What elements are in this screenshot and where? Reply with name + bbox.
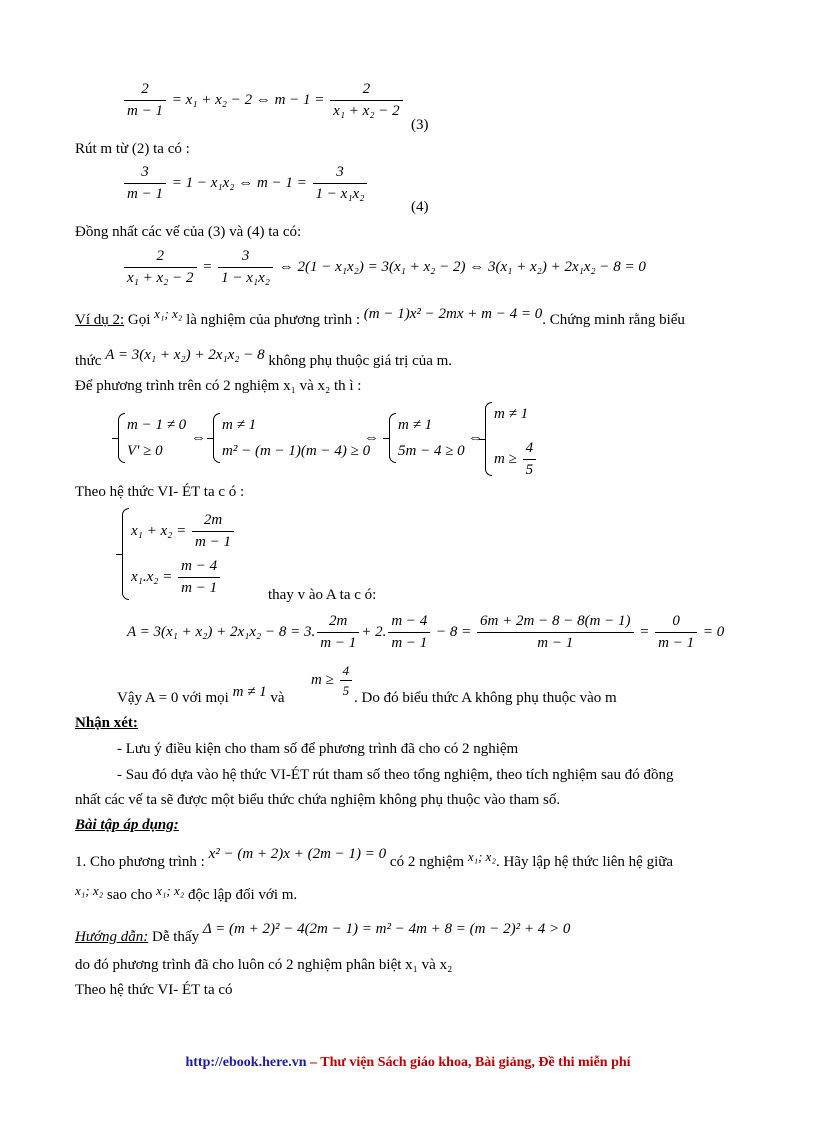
hint-label: Hướng dẫn:: [75, 929, 149, 945]
remark-item-1: - Lưu ý điều kiện cho tham số để phương trình đã cho có 2 nghiệm: [117, 741, 519, 757]
exercise-title: Bài tập áp dụng:: [75, 817, 179, 833]
document-page: $\frac{2}{m - 1}$ = x₁ + x₂ − 2 ⇔ m − 1 = $\frac{2}{\text{x₁ + x₂ − 2}}$ (3) Rút m từ (2) ta có : $\frac{3}{m - 1}$ = 1 − x₁x₂ ⇔ m − 1 = $\frac{3}{\text{1 − x₁x₂}}$ (4) Đồng nhất các vế của (3) và (4) ta có: $\frac{2}{\text{x₁ + x₂ − 2}}$ = $\frac{3}{\text{1 − x₁x₂}}$ ⇔ 2(1 − x₁x₂) = 3(x₁ + x₂ − 2) ⇔ 3(x₁ + x₂) + 2x₁x₂ − 8 = 0 Ví dụ 2: Gọi x₁; x₂ là nghiệm của phương trình : (m − 1)x² − 2mx + m − 4 = 0. Chứng minh rằng biểu thức A = 3(x₁ + x₂) + 2x₁x₂ − 8 không phụ thuộc giá trị của m. Để phương trình trên có 2 nghiệm x₁ và x₂ th ì : m − 1 ≠ 0 V' ≥ 0 ⇔ m ≠ 1 m² − (m − 1)(m − 4) ≥ 0 ⇔ m ≠ 1 5m − 4 ≥ 0 ⇔ m ≠ 1 m ≥ $\frac{4}{5}$ Theo hệ thức VI- ÉT ta c ó : x₁ + x₂ = $\frac{2m}{m - 1}$ x₁.x₂ = $\frac{m - 4}{m - 1}$ thay v ào A ta c ó: A = 3(x₁ + x₂) + 2x₁x₂ − 8 = 3. $\frac{2m}{m - 1}$ + 2. $\frac{m - 4}{m - 1}$ − 8 = $\frac{6m + 2m - 8 - 8(m - 1)}{m - 1}$ = $\frac{0}{m - 1}$ = 0 Vậy A = 0 với mọi m ≠ 1 và m ≥ $\frac{4}{5}$ . Do đó biểu thức A không phụ thuộc vào m Nhận xét: - Lưu ý điều kiện cho tham số để phương trình đã cho có 2 nghiệm - Sau đó dựa vào hệ thức VI-ÉT rút tham số theo tổng nghiệm, theo tích nghiệm sau đó đồng nhất các vế ta sẽ được một biểu thức chứa nghiệm không phụ thuộc vào tham số. Bài tập áp dụng: 1. Cho phương trình : x² − (m + 2)x + (2m − 1) = 0 có 2 nghiệm x₁; x₂. Hãy lập hệ thức liên hệ giữa x₁; x₂ sao cho x₁; x₂ độc lập đối với m. Hướng dẫn: Dễ thấy Δ = (m + 2)² − 4(2m − 1) = m² − 4m + 8 = (m − 2)² + 4 > 0 do đó phương trình đã cho luôn có 2 nghiệm phân biệt x₁ và x₂ Theo hệ thức VI- ÉT ta có http://ebook.here.vn – Thư viện Sách giáo khoa, Bài giảng, Đề thi miễn phí: [0, 0, 816, 1123]
hint-line3: Theo hệ thức VI- ÉT ta có: [75, 982, 233, 998]
conclusion-condition: m ≥ $\frac{4}{5}$: [311, 664, 354, 697]
equation-A: A = 3(x₁ + x₂) + 2x₁x₂ − 8 = 3. $\frac{2m}{m - 1}$ + 2. $\frac{m - 4}{m - 1}$ − 8 = $\frac{6m + 2m - 8 - 8(m - 1)}{m - 1}$ = $\frac{0}{m - 1}$ = 0: [127, 613, 725, 651]
remark-item-2b: nhất các vế ta sẽ được một biểu thức chứa nghiệm không phụ thuộc vào tham số.: [75, 792, 561, 808]
equation-4-tag: (4): [411, 199, 429, 215]
text-rut-m: Rút m từ (2) ta có :: [75, 141, 190, 157]
example-2-line2: thức A = 3(x₁ + x₂) + 2x₁x₂ − 8 không phụ thuộc giá trị của m.: [75, 347, 453, 369]
remark-item-2a: - Sau đó dựa vào hệ thức VI-ÉT rút tham số theo tổng nghiệm, theo tích nghiệm sau đó đồng: [117, 767, 674, 783]
text-viet-1: Theo hệ thức VI- ÉT ta c ó :: [75, 484, 245, 500]
hint-line1: Hướng dẫn: Dễ thấy Δ = (m + 2)² − 4(2m − 1) = m² − 4m + 8 = (m − 2)² + 4 > 0: [75, 921, 571, 945]
equation-3-tag: (3): [411, 117, 429, 133]
equation-3: $\frac{2}{m - 1}$ = x₁ + x₂ − 2 ⇔ m − 1 = $\frac{2}{\text{x₁ + x₂ − 2}}$: [122, 82, 405, 119]
example-2-line1: Ví dụ 2: Gọi x₁; x₂ là nghiệm của phương trình : (m − 1)x² − 2mx + m − 4 = 0. Chứng minh rằng biểu: [75, 306, 685, 328]
hint-line2: do đó phương trình đã cho luôn có 2 nghiệm phân biệt x₁ và x₂: [75, 957, 453, 973]
exercise-1-line1: 1. Cho phương trình : x² − (m + 2)x + (2m − 1) = 0 có 2 nghiệm x₁; x₂. Hãy lập hệ thức liên hệ giữa: [75, 846, 674, 870]
footer-link[interactable]: http://ebook.here.vn: [185, 1055, 307, 1070]
example-2-label: Ví dụ 2:: [75, 312, 125, 328]
page-footer: [0, 1055, 816, 1071]
remark-title: Nhận xét:: [75, 715, 138, 731]
equation-combined: $\frac{2}{\text{x₁ + x₂ − 2}}$ = $\frac{3}{\text{1 − x₁x₂}}$ ⇔ 2(1 − x₁x₂) = 3(x₁ + x₂ − 2) ⇔ 3(x₁ + x₂) + 2x₁x₂ − 8 = 0: [122, 249, 646, 286]
conclusion-rest: . Do đó biểu thức A không phụ thuộc vào m: [354, 690, 617, 706]
exercise-1-line2: x₁; x₂ sao cho x₁; x₂ độc lập đối với m.: [75, 883, 298, 903]
conclusion-line: Vậy A = 0 với mọi m ≠ 1 và: [117, 684, 285, 706]
text-dieu-kien: Để phương trình trên có 2 nghiệm x₁ và x₂ th ì :: [75, 378, 362, 394]
equation-4: $\frac{3}{m - 1}$ = 1 − x₁x₂ ⇔ m − 1 = $\frac{3}{\text{1 − x₁x₂}}$: [122, 165, 369, 202]
text-dong-nhat: Đồng nhất các vế của (3) và (4) ta có:: [75, 224, 302, 240]
footer-text: – Thư viện Sách giáo khoa, Bài giảng, Đề thi miễn phí: [306, 1055, 631, 1070]
